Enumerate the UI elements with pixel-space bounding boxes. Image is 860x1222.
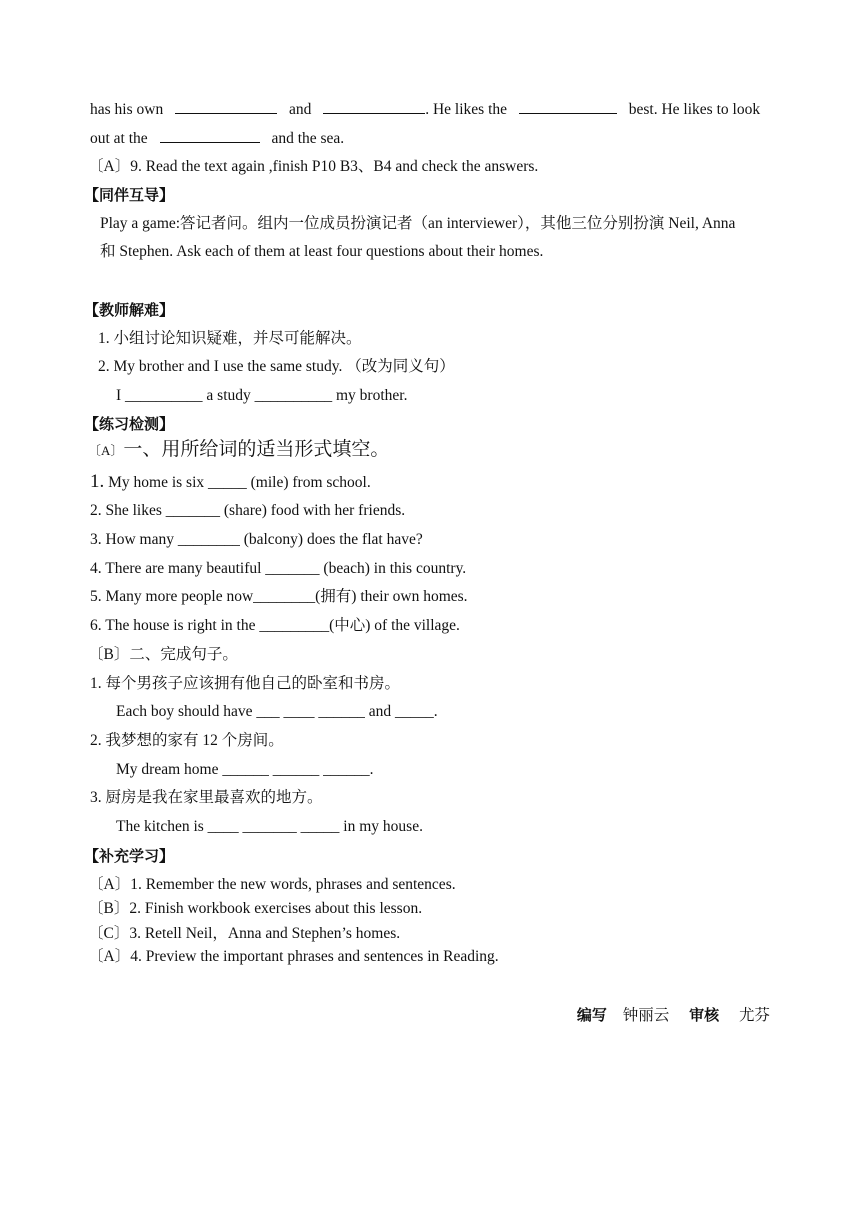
text-fragment: and bbox=[288, 101, 312, 118]
writer-label: 编写 bbox=[576, 1006, 607, 1024]
sentence-3-chinese: 3. 厨房是我在家里最喜欢的地方。 bbox=[90, 789, 323, 806]
question-text: My home is six _____ (mile) from school. bbox=[104, 474, 371, 491]
supplement-item-1: 〔A〕1. Remember the new words, phrases and sentences. bbox=[88, 876, 456, 893]
text-fragment: . He likes the bbox=[425, 101, 508, 118]
continued-sentence-line-2 bbox=[90, 128, 344, 149]
question-1 bbox=[90, 472, 371, 493]
continued-sentence-line-1 bbox=[90, 99, 760, 120]
supplement-item-2: 〔B〕2. Finish workbook exercises about this lesson. bbox=[88, 900, 423, 917]
sentence-2-english: My dream home ______ ______ ______. bbox=[116, 761, 374, 778]
reviewer-name: 尤芬 bbox=[738, 1007, 770, 1024]
text-fragment: has his own bbox=[90, 101, 164, 118]
fill-blank bbox=[519, 99, 617, 114]
question-4: 4. There are many beautiful _______ (beach) in this country. bbox=[90, 560, 467, 577]
teacher-item-2-answer: I __________ a study __________ my brother. bbox=[116, 387, 408, 404]
question-2: 2. She likes _______ (share) food with her friends. bbox=[90, 502, 406, 519]
peer-instruction-line-1: Play a game:答记者问。组内一位成员扮演记者（an interviewer），其他三位分别扮演 Neil, Anna bbox=[100, 215, 736, 232]
part-b-title: 〔B〕二、完成句子。 bbox=[88, 646, 238, 663]
teacher-item-2: 2. My brother and I use the same study. （改为同义句） bbox=[98, 358, 455, 375]
part-tag: 〔A〕 bbox=[88, 443, 124, 458]
text-fragment: out at the bbox=[90, 130, 148, 147]
fill-blank bbox=[160, 128, 260, 143]
writer-name: 钟丽云 bbox=[622, 1007, 670, 1024]
teacher-item-1: 1. 小组讨论知识疑难，并尽可能解决。 bbox=[98, 330, 362, 347]
section-heading-peer: 【同伴互导】 bbox=[84, 186, 175, 204]
section-heading-practice: 【练习检测】 bbox=[84, 415, 175, 433]
question-number: 1. bbox=[90, 471, 105, 492]
section-heading-supplement: 【补充学习】 bbox=[84, 847, 175, 865]
fill-blank bbox=[323, 99, 425, 114]
text-fragment: and the sea. bbox=[271, 130, 345, 147]
sentence-3-english: The kitchen is ____ _______ _____ in my house. bbox=[116, 818, 423, 835]
question-5: 5. Many more people now________(拥有) their own homes. bbox=[90, 588, 468, 605]
task-item-9: 〔A〕9. Read the text again ,finish P10 B3、B4 and check the answers. bbox=[88, 158, 539, 175]
sentence-1-english: Each boy should have ___ ____ ______ and _____. bbox=[116, 703, 438, 720]
reviewer-label: 审核 bbox=[689, 1006, 720, 1024]
text-fragment: best. He likes to look bbox=[628, 101, 761, 118]
part-a-title bbox=[88, 440, 389, 461]
part-title-text: 一、用所给词的适当形式填空。 bbox=[123, 439, 390, 460]
peer-instruction-line-2: 和 Stephen. Ask each of them at least four questions about their homes. bbox=[100, 243, 544, 260]
question-6: 6. The house is right in the _________(中心) of the village. bbox=[90, 617, 460, 634]
supplement-item-4: 〔A〕4. Preview the important phrases and sentences in Reading. bbox=[88, 948, 499, 965]
sentence-1-chinese: 1. 每个男孩子应该拥有他自己的卧室和书房。 bbox=[90, 675, 401, 692]
section-heading-teacher: 【教师解难】 bbox=[84, 301, 175, 319]
sentence-2-chinese: 2. 我梦想的家有 12 个房间。 bbox=[90, 732, 284, 749]
supplement-item-3: 〔C〕3. Retell Neil，Anna and Stephen’s homes. bbox=[88, 925, 401, 942]
author-credit bbox=[577, 1003, 770, 1025]
fill-blank bbox=[175, 99, 277, 114]
question-3: 3. How many ________ (balcony) does the flat have? bbox=[90, 531, 423, 548]
